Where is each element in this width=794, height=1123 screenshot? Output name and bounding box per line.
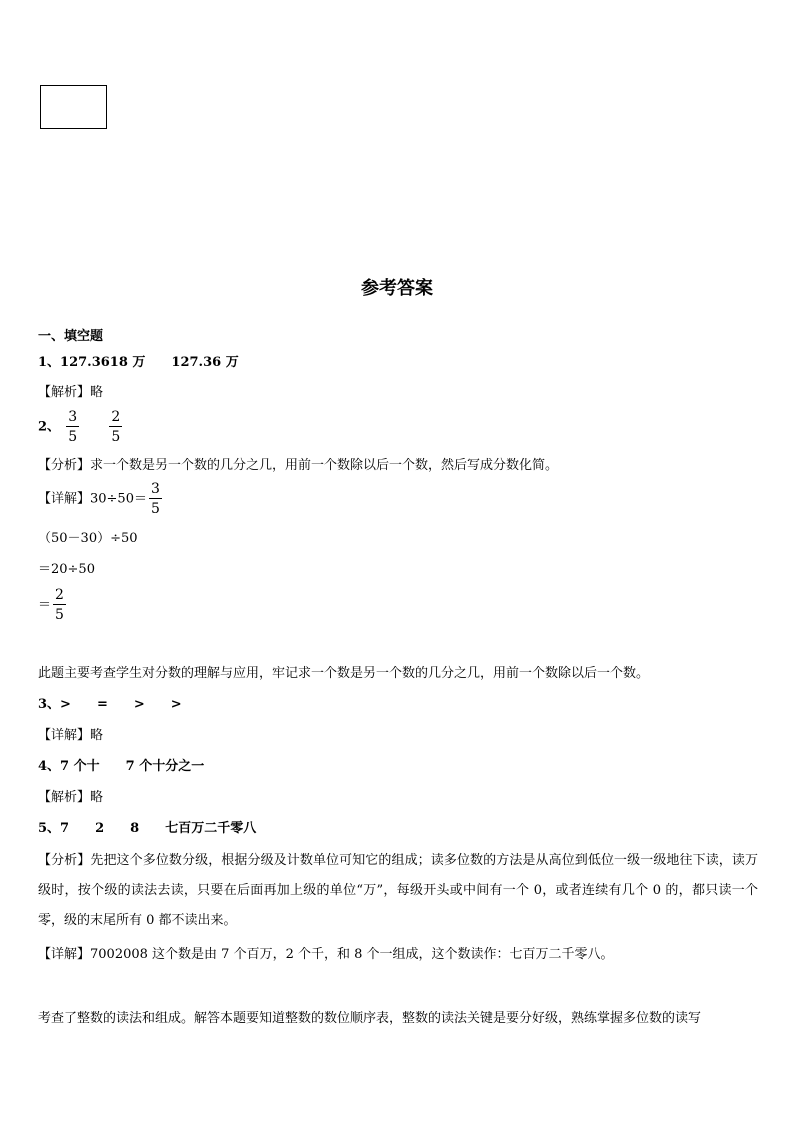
q2-summary: 此题主要考查学生对分数的理解与应用，牢记求一个数是另一个数的几分之几，用前一个数除以后一个数。 — [38, 666, 650, 681]
section-heading: 一、填空题 — [38, 329, 104, 344]
q1-number: 1、 — [38, 355, 61, 370]
q5-answer: 5、7 2 8 七百万二千零八 — [38, 821, 257, 836]
q2-step-3-fraction: $\frac{2}{5}$ — [55, 587, 64, 623]
blank-box — [40, 85, 107, 129]
q4-note: 【解析】略 — [38, 790, 104, 805]
q3-note: 【详解】略 — [38, 728, 104, 743]
q2-detail-text: 【详解】30÷50＝ — [38, 491, 147, 507]
q1-answer-1: 127.3618 万 — [60, 355, 146, 370]
q3-answer: 3、> = > > — [38, 697, 182, 712]
q2-number: 2、 — [38, 419, 61, 435]
q5-summary: 考查了整数的读法和组成。解答本题要知道整数的数位顺序表，整数的读法关键是要分好级，熟练掌握多位数的读写 — [38, 1011, 702, 1026]
q5-detail: 【详解】7002008 这个数是由 7 个百万，2 个千，和 8 个一组成，这个数读作：七百万二千零八。 — [38, 947, 614, 962]
q2-step-3: ＝ $\frac{2}{5}$ — [38, 587, 64, 623]
q2-answer — [38, 410, 124, 444]
q2-detail-fraction: $\frac{3}{5}$ — [150, 481, 160, 517]
q2-step-1: （50－30）÷50 — [38, 531, 138, 546]
q4-answer: 4、7 个十 7 个十分之一 — [38, 759, 205, 774]
q1-answer-2: 127.36 万 — [171, 355, 239, 370]
q2-analysis: 【分析】求一个数是另一个数的几分之几，用前一个数除以后一个数，然后写成分数化简。 — [38, 458, 559, 473]
page-title: 参考答案 — [361, 278, 433, 299]
q2-fraction-2: $\frac{2}{5}$ — [111, 409, 121, 445]
q1-note: 【解析】略 — [38, 385, 104, 400]
q2-step-2: ＝20÷50 — [38, 562, 95, 577]
q1-answer — [38, 354, 239, 372]
q2-fraction-1: $\frac{3}{5}$ — [68, 409, 78, 445]
q5-analysis: 【分析】先把这个多位数分级，根据分级及计数单位可知它的组成；读多位数的方法是从高位到低位一级一级地往下读，读万级时，按个级的读法去读，只要在后面再加上级的单位“万”，每级开头或中间有一个 0，或者连续有几个 0 的，都只读一个零，级的末尾所有 0 都不读出来。 — [38, 853, 758, 928]
q2-detail — [38, 482, 164, 516]
